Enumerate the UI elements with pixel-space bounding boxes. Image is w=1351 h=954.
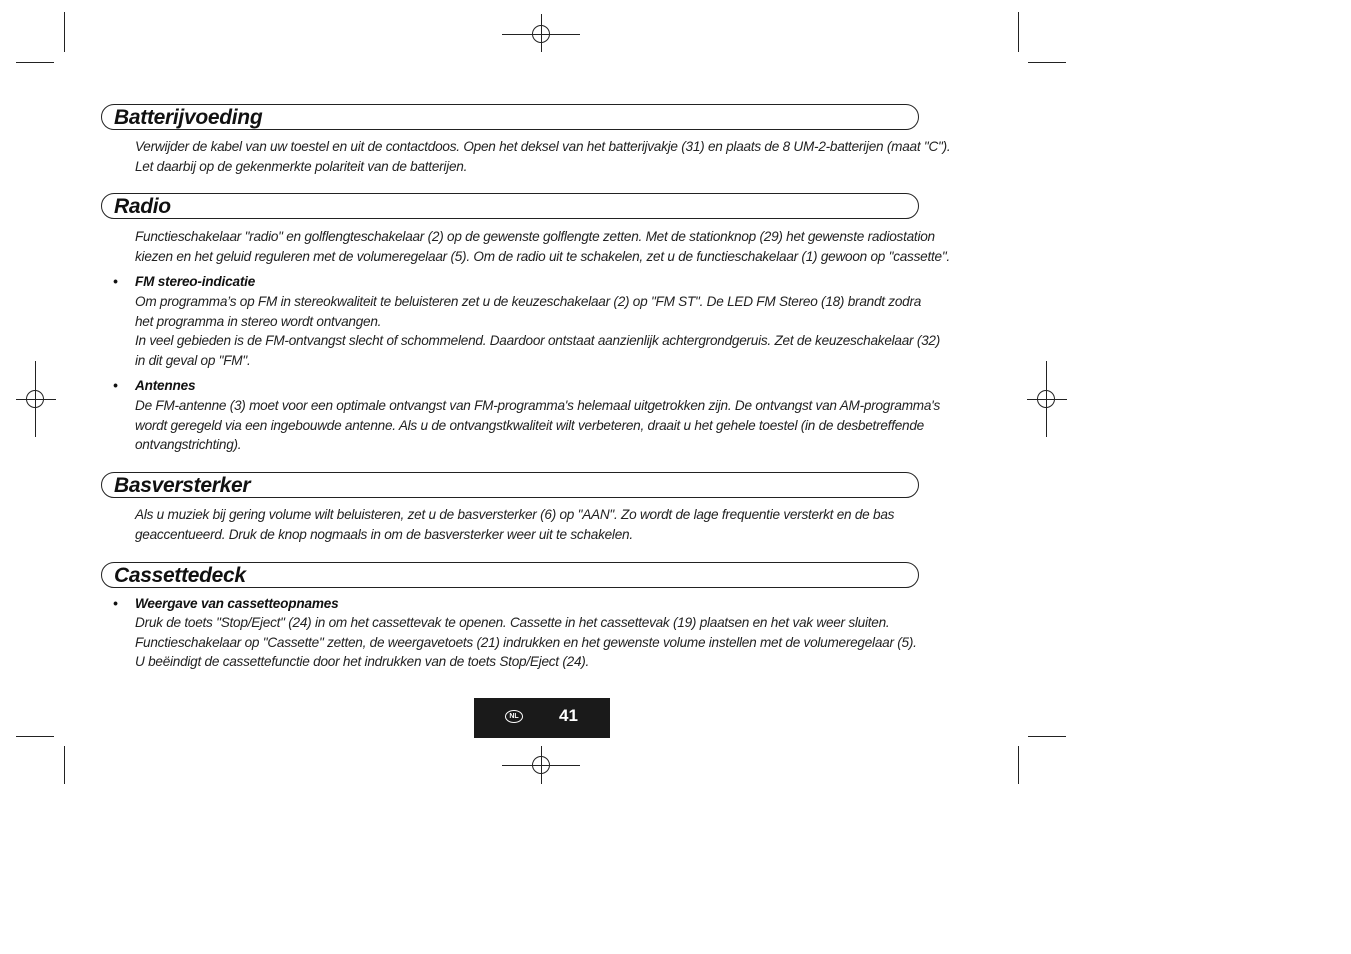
crop-mark xyxy=(16,62,54,63)
bullet-icon: • xyxy=(113,274,118,289)
subheading-antennas: Antennes xyxy=(135,378,196,393)
paragraph-line: ontvangstrichting). xyxy=(135,437,242,452)
paragraph-line: Functieschakelaar "radio" en golflengteschakelaar (2) op de gewenste golflengte zetten. Met de stationknop (29) het gewenste radiostation xyxy=(135,229,935,244)
paragraph-line: geaccentueerd. Druk de knop nogmaals in om de basversterker weer uit te schakelen. xyxy=(135,526,633,542)
fm-stereo-paragraph xyxy=(135,292,955,370)
section-header-cassette xyxy=(101,562,919,588)
bullet-icon: • xyxy=(113,378,118,393)
section-title: Radio xyxy=(114,195,171,218)
section-header-battery xyxy=(101,104,919,130)
battery-paragraph xyxy=(135,137,955,176)
paragraph-line: Verwijder de kabel van uw toestel en uit de contactdoos. Open het deksel van het batterijvakje (31) en plaats de 8 UM-2-batterijen (maat "C"). xyxy=(135,139,951,154)
paragraph-line: Druk de toets "Stop/Eject" (24) in om het cassettevak te openen. Cassette in het cassettevak (19) plaatsen en het vak weer sluiten. xyxy=(135,615,890,630)
section-title: Batterijvoeding xyxy=(114,106,263,129)
crop-mark xyxy=(1028,736,1066,737)
crop-mark xyxy=(64,12,65,52)
registration-circle-icon xyxy=(532,25,550,43)
crop-mark xyxy=(1018,746,1019,784)
registration-circle-icon xyxy=(532,756,550,774)
paragraph-line: Om programma’s op FM in stereokwaliteit te beluisteren zet u de keuzeschakelaar (2) op "FM ST". De LED FM Stereo (18) brandt zodra xyxy=(135,294,922,309)
language-badge: NL xyxy=(505,710,523,723)
crop-mark xyxy=(1028,62,1066,63)
paragraph-line: U beëindigt de cassettefunctie door het indrukken van de toets Stop/Eject (24). xyxy=(135,654,590,669)
paragraph-line: De FM-antenne (3) moet voor een optimale ontvangst van FM-programma's helemaal uitgetrokken zijn. De ontvangst van AM-programma's xyxy=(135,398,941,413)
page-number: 41 xyxy=(559,706,578,725)
bullet-icon: • xyxy=(113,596,118,611)
section-title: Cassettedeck xyxy=(114,564,246,587)
paragraph-line: kiezen en het geluid reguleren met de volumeregelaar (5). Om de radio uit te schakelen, zet u de functieschakelaar (1) gewoon op "cassette". xyxy=(135,248,950,264)
section-header-radio xyxy=(101,193,919,219)
registration-circle-icon xyxy=(26,390,44,408)
paragraph-line: het programma in stereo wordt ontvangen. xyxy=(135,313,382,329)
section-header-bass xyxy=(101,472,919,498)
paragraph-line: in dit geval op "FM". xyxy=(135,352,251,368)
crop-mark xyxy=(1018,12,1019,52)
cassette-playback-paragraph xyxy=(135,613,955,672)
paragraph-line: Let daarbij op de gekenmerkte polariteit van de batterijen. xyxy=(135,158,468,174)
paragraph-line: In veel gebieden is de FM-ontvangst slecht of schommelend. Daardoor ontstaat aanzienlijk achtergrondgeruis. Zet de keuzeschakelaar (32) xyxy=(135,333,940,348)
radio-paragraph xyxy=(135,227,955,266)
section-title: Basversterker xyxy=(114,474,251,497)
crop-mark xyxy=(64,746,65,784)
bass-paragraph xyxy=(135,505,955,544)
antennas-paragraph xyxy=(135,396,955,455)
subheading-fm-stereo: FM stereo-indicatie xyxy=(135,274,256,289)
subheading-cassette-playback: Weergave van cassetteopnames xyxy=(135,596,339,611)
paragraph-line: Als u muziek bij gering volume wilt beluisteren, zet u de basversterker (6) op "AAN". Zo wordt de lage frequentie versterkt en de bas xyxy=(135,507,895,522)
paragraph-line: wordt geregeld via een ingebouwde antenne. Als u de ontvangstkwaliteit wilt verbeteren, draait u het gehele toestel (in de desbetreffende xyxy=(135,417,924,433)
paragraph-line: Functieschakelaar op "Cassette" zetten, de weergavetoets (21) indrukken en het gewenste volume instellen met de volumeregelaar (5). xyxy=(135,634,917,650)
crop-mark xyxy=(16,736,54,737)
page-footer xyxy=(474,698,610,738)
registration-circle-icon xyxy=(1037,390,1055,408)
